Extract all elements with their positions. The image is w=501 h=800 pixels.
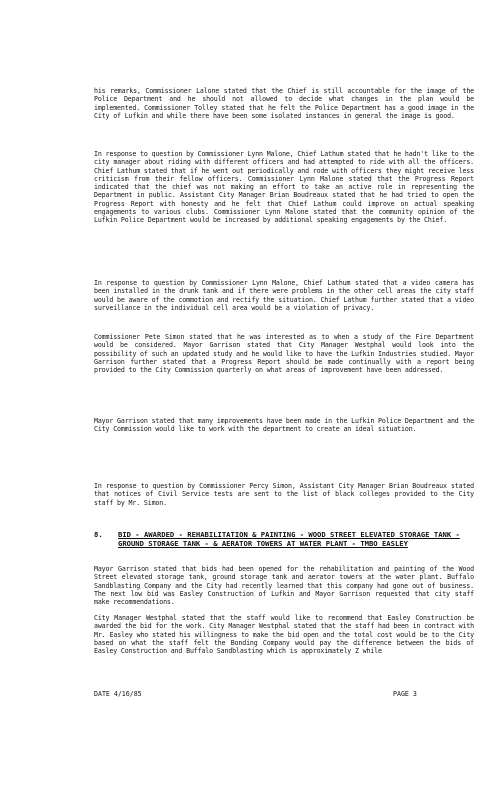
footer-page-number: PAGE 3 bbox=[393, 690, 417, 698]
body-paragraph: Mayor Garrison stated that many improvements have been made in the Lufkin Police Department and the City Commission would like to work with the department to create an ideal situation. bbox=[94, 417, 474, 434]
body-paragraph: In response to question by Commissioner Lynn Malone, Chief Lathum stated that he hadn't like to the city manager about riding with different officers and had attempted to ride with all the officers. Chief Lathum stated that if he went out periodically and rode with officers they might receive less criticism from their fellow officers. Commissioner Lynn Malone stated that the Progress Report indicated that the chief was not making an effort to take an active role in representing the Department in public. Assistant City Manager Brian Boudreaux stated that he had tried to open the Progress Report with honesty and he felt that Chief Lathum could improve on actual speaking engagements to various clubs. Commissioner Lynn Malone stated that the community opinion of the Lufkin Police Department would be increased by additional speaking engagements by the Chief. bbox=[94, 150, 474, 225]
body-paragraph: Commissioner Pete Simon stated that he was interested as to when a study of the Fire Department would be considered. Mayor Garrison stated that City Manager Westphal would look into the possibility of such an updated study and he would like to have the Lufkin Industries studied. Mayor Garrison further stated that a Progress Report should be made continually with a report being provided to the City Commission quarterly on what areas of improvement have been addressed. bbox=[94, 333, 474, 375]
footer-date: DATE 4/16/85 bbox=[94, 690, 142, 698]
item-number: 8. bbox=[94, 530, 103, 539]
body-paragraph: In response to question by Commissioner Percy Simon, Assistant City Manager Brian Boudreaux stated that notices of Civil Service tests are sent to the list of black colleges provided to the City staff by Mr. Simon. bbox=[94, 482, 474, 507]
item-heading: BID - AWARDED - REHABILITATION & PAINTING - WOOD STREET ELEVATED STORAGE TANK - GROUND STORAGE TANK - & AERATOR TOWERS AT WATER PLANT - TMBO EASLEY bbox=[118, 530, 460, 548]
item-paragraph: Mayor Garrison stated that bids had been opened for the rehabilitation and painting of the Wood Street elevated storage tank, ground storage tank and aerator towers at the water plant. Buffalo Sandblasting Company and the City had recently learned that this company had gone out of business. The next low bid was Easley Construction of Lufkin and Mayor Garrison requested that city staff make recommendations. bbox=[94, 565, 474, 607]
body-paragraph: In response to question by Commissioner Lynn Malone, Chief Lathum stated that a video camera has been installed in the drunk tank and if there were problems in the other cell areas the city staff would be aware of the commotion and rectify the situation. Chief Lathum further stated that a video surveillance in the individual cell area would be a violation of privacy. bbox=[94, 279, 474, 312]
body-paragraph: his remarks, Commissioner Lalone stated that the Chief is still accountable for the image of the Police Department and he should not allowed to decide what changes in the plan would be implemented. Commissioner Tolley stated that he felt the Police Department has a good image in the City of Lufkin and while there have been some isolated instances in general the image is good. bbox=[94, 87, 474, 120]
item-paragraph: City Manager Westphal stated that the staff would like to recommend that Easley Construction be awarded the bid for the work. City Manager Westphal stated that the staff had been in contract with Mr. Easley who stated his willingness to make the bid open and the total cost would be to the City based on what the staff felt the Bonding Company would pay the difference between the bids of Easley Construction and Buffalo Sandblasting which is approximately Z while bbox=[94, 614, 474, 656]
